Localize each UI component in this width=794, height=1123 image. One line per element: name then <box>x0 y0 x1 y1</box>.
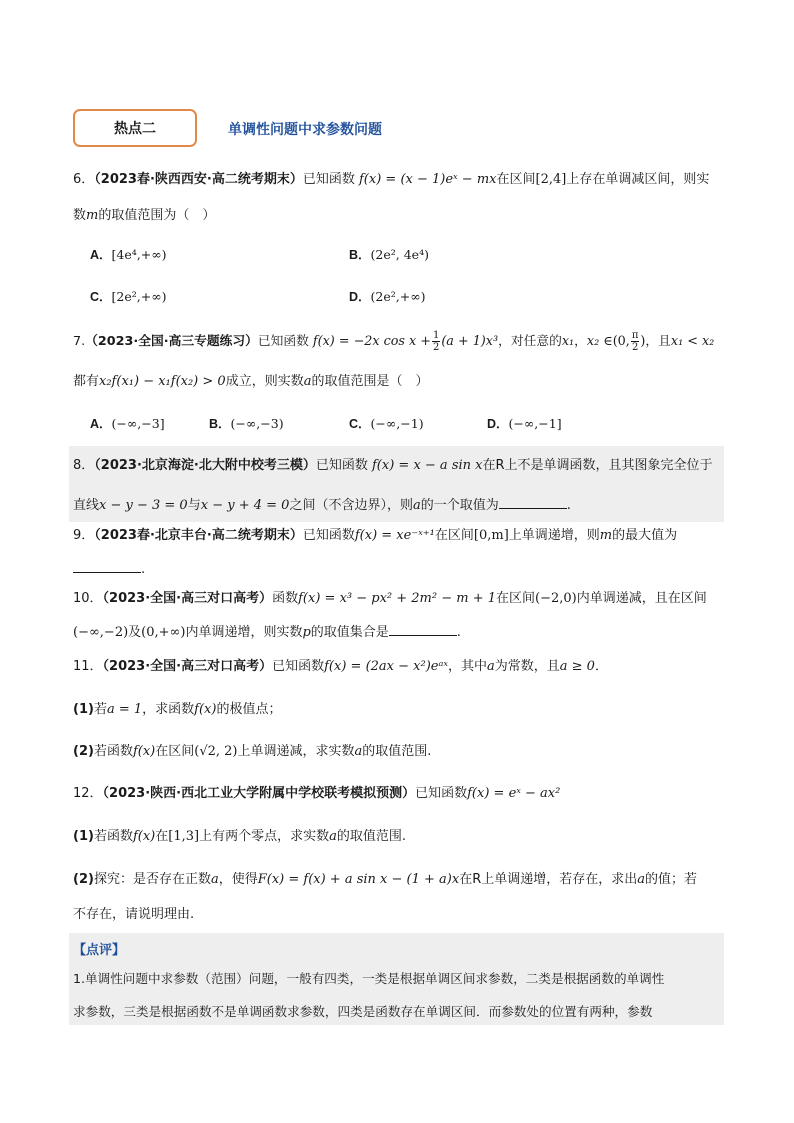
fraction-numerator: 1 <box>432 330 440 341</box>
option-label: A． <box>90 248 112 262</box>
question-text: 不存在，请说明理由. <box>73 907 195 922</box>
question-12-part-1 <box>73 828 406 846</box>
question-text: ． <box>594 659 608 674</box>
question-text: 的值；若 <box>645 872 698 887</box>
question-text: 上有两个零点，求实数 <box>199 829 330 844</box>
hot-topic-badge: 热点二 <box>73 109 197 147</box>
question-text: 的取值范围. <box>362 744 432 759</box>
inequality: x₂f(x₁) − x₁f(x₂) > 0 <box>99 374 226 389</box>
question-text: 函数 <box>272 591 299 606</box>
interval: (0, <box>612 334 630 349</box>
part-label: (2) <box>73 744 94 759</box>
question-number: 12． <box>73 786 103 801</box>
question-text: 已知函数 <box>315 458 368 473</box>
question-6-line-1 <box>73 171 709 189</box>
option-label: D． <box>349 290 371 304</box>
question-text: 在区间 <box>434 528 474 543</box>
variable: x₂ ∈ <box>586 334 613 349</box>
option-label: A． <box>90 417 112 431</box>
option-d <box>349 287 426 305</box>
condition: x₁ < x₂ <box>670 334 715 349</box>
question-text: 已知函数 <box>272 659 325 674</box>
question-text: ，求函数 <box>142 702 195 717</box>
question-text: 在区间 <box>496 591 536 606</box>
question-6-line-2 <box>73 207 215 225</box>
question-text: 的极值点； <box>216 702 282 717</box>
question-text: 探究：是否存在正数 <box>93 872 211 887</box>
option-value: (2e²,+∞) <box>370 289 426 304</box>
question-number: 9． <box>73 528 95 543</box>
variable: a <box>412 498 421 513</box>
question-text: ，且 <box>645 334 671 349</box>
question-12-part-2-line-2 <box>73 906 194 924</box>
review-line-1: 1.单调性问题中求参数（范围）问题，一般有四类，一类是根据单调区间求参数，二类是根据函数的单调性 <box>73 971 665 986</box>
function-formula: F(x) = f(x) + a sin x − (1 + a)x <box>257 872 460 887</box>
option-label: C． <box>90 290 112 304</box>
question-10-line-1 <box>73 590 707 608</box>
question-text: 若函数 <box>93 829 133 844</box>
question-number: 10． <box>73 591 103 606</box>
interval: (√2, 2) <box>194 744 238 759</box>
option-b <box>349 245 429 263</box>
question-text: ，对任意的 <box>498 334 562 349</box>
option-d <box>487 414 562 432</box>
option-label: C． <box>349 417 371 431</box>
question-number: 6． <box>73 172 95 187</box>
question-source: （2023·全国·高三专题练习） <box>85 334 258 349</box>
line-equation: x − y − 3 = 0 <box>99 498 188 513</box>
answer-blank <box>499 495 567 509</box>
part-label: (1) <box>73 702 94 717</box>
interval: (−2,0) <box>535 591 577 606</box>
fraction-numerator: π <box>631 330 639 341</box>
function-formula: f(x) = xe⁻ˣ⁺¹ <box>354 528 435 543</box>
option-value: [4e⁴,+∞) <box>111 247 167 262</box>
question-11-part-2 <box>73 743 431 761</box>
question-text: 已知函数 <box>257 334 309 349</box>
option-value: (−∞,−3) <box>230 416 284 431</box>
line-equation: x − y + 4 = 0 <box>200 498 290 513</box>
question-text: 上单调递减，求实数 <box>237 744 355 759</box>
question-text: 已知函数 <box>302 172 355 187</box>
option-a <box>90 245 167 263</box>
option-value: (−∞,−1] <box>508 416 562 431</box>
option-label: B． <box>209 417 231 431</box>
variable: a <box>354 744 363 759</box>
review-line-2: 求参数，三类是根据函数不是单调函数求参数，四类是函数存在单调区间．而参数处的位置有两种，参数 <box>73 1004 653 1019</box>
question-source: （2023·全国·高三对口高考） <box>102 659 273 674</box>
question-10-line-2 <box>73 622 461 642</box>
question-text: ， <box>574 334 587 349</box>
question-text: 在R上单调递增，若存在，求出 <box>459 872 638 887</box>
question-source: （2023·北京海淀·北大附中校考三模） <box>94 458 316 473</box>
question-text: 成立，则实数 <box>225 374 304 389</box>
function-formula: f(x) = −2x cos x + <box>312 334 431 349</box>
question-8-line-1 <box>73 457 713 475</box>
variable: a <box>637 872 646 887</box>
condition: a ≥ 0 <box>559 659 595 674</box>
section-title: 单调性问题中求参数问题 <box>228 122 382 138</box>
part-label: (1) <box>73 829 94 844</box>
question-8-line-2 <box>73 495 571 515</box>
question-text: 在区间 <box>496 172 536 187</box>
function-formula: f(x) = x³ − px² + 2m² − m + 1 <box>298 591 497 606</box>
variable: a <box>329 829 337 844</box>
question-text: 为常数，且 <box>494 659 560 674</box>
question-text: 的取值范围是（ ） <box>311 374 429 389</box>
question-text: 直线 <box>73 498 100 513</box>
variable: x₁ <box>561 334 575 349</box>
question-text: 的取值集合是 <box>310 625 389 640</box>
question-7-line-2 <box>73 373 428 391</box>
interval: (−∞,−2)及(0,+∞) <box>73 625 186 640</box>
question-text: 在R上不是单调函数，且其图象完全位于 <box>482 458 713 473</box>
question-text: 内单调递减，且在区间 <box>576 591 707 606</box>
question-7-line-1 <box>73 330 714 353</box>
option-label: B． <box>349 248 371 262</box>
condition: a = 1 <box>106 702 143 717</box>
question-source: （2023春·陕西西安·高二统考期末） <box>94 172 303 187</box>
question-text: 数 <box>73 208 87 223</box>
option-c <box>349 414 424 432</box>
question-11-line-1 <box>73 658 608 676</box>
function-name: f(x) <box>132 829 156 844</box>
question-12-line-1 <box>73 785 560 803</box>
question-text: 已知函数 <box>302 528 355 543</box>
question-text: 在 <box>155 829 169 844</box>
question-source: （2023·陕西·西北工业大学附属中学校联考模拟预测） <box>102 786 416 801</box>
question-text: 的最大值为 <box>612 528 678 543</box>
question-text: . <box>456 625 461 640</box>
option-value: (−∞,−1) <box>370 416 424 431</box>
variable: m <box>86 208 99 223</box>
option-b <box>209 414 284 432</box>
question-text: 若 <box>93 702 107 717</box>
variable: a <box>486 659 495 674</box>
question-9-line-1 <box>73 527 677 545</box>
question-text: 已知函数 <box>415 786 468 801</box>
question-9-line-2 <box>73 559 145 579</box>
question-text: . <box>566 498 571 513</box>
question-text: 在区间 <box>155 744 195 759</box>
question-source: （2023·全国·高三对口高考） <box>102 591 273 606</box>
question-text: 的取值范围. <box>336 829 407 844</box>
question-11-part-1 <box>73 701 281 719</box>
variable: m <box>599 528 613 543</box>
interval: ) <box>640 334 646 349</box>
question-source: （2023春·北京丰台·高二统考期末） <box>94 528 303 543</box>
question-text: ，使得 <box>218 872 258 887</box>
option-value: (−∞,−3] <box>111 416 165 431</box>
review-heading: 【点评】 <box>73 943 126 958</box>
question-text: 的一个取值为 <box>420 498 499 513</box>
question-text: 的取值范围为（ ） <box>98 208 216 223</box>
question-text: 上存在单调减区间，则实 <box>566 172 710 187</box>
fraction <box>432 330 440 353</box>
answer-blank <box>73 559 141 573</box>
question-text: 上单调递增，则 <box>508 528 600 543</box>
function-formula: (a + 1)x³ <box>441 334 499 349</box>
question-text: ，其中 <box>447 659 487 674</box>
option-a <box>90 414 165 432</box>
question-text: 与 <box>187 498 201 513</box>
option-value: [2e²,+∞) <box>111 289 167 304</box>
question-12-part-2-line-1 <box>73 871 697 889</box>
part-label: (2) <box>73 872 94 887</box>
question-number: 7. <box>73 334 86 349</box>
function-formula: f(x) = x − a sin x <box>372 458 483 473</box>
fraction-denominator: 2 <box>432 342 440 353</box>
function-formula: f(x) = (x − 1)eˣ − mx <box>359 172 497 187</box>
question-number: 8． <box>73 458 95 473</box>
fraction <box>631 330 640 353</box>
interval: [1,3] <box>168 829 200 844</box>
option-label: D． <box>487 417 509 431</box>
variable: a <box>303 374 312 389</box>
interval: [0,m] <box>473 528 509 543</box>
answer-blank <box>389 622 457 636</box>
question-text: 若函数 <box>93 744 133 759</box>
function-formula: f(x) = (2ax − x²)eᵃˣ <box>324 659 448 674</box>
fraction-denominator: 2 <box>631 342 639 353</box>
option-value: (2e², 4e⁴) <box>370 247 429 262</box>
option-c <box>90 287 167 305</box>
question-text: . <box>141 562 146 577</box>
interval: [2,4] <box>535 172 567 187</box>
function-name: f(x) <box>194 702 217 717</box>
function-name: f(x) <box>132 744 156 759</box>
question-text: 之间（不含边界），则 <box>289 498 413 513</box>
variable: p <box>302 625 311 640</box>
variable: a <box>210 872 219 887</box>
question-text: 内单调递增，则实数 <box>185 625 303 640</box>
question-text: 都有 <box>73 374 100 389</box>
question-number: 11． <box>73 659 103 674</box>
function-formula: f(x) = eˣ − ax² <box>467 786 561 801</box>
